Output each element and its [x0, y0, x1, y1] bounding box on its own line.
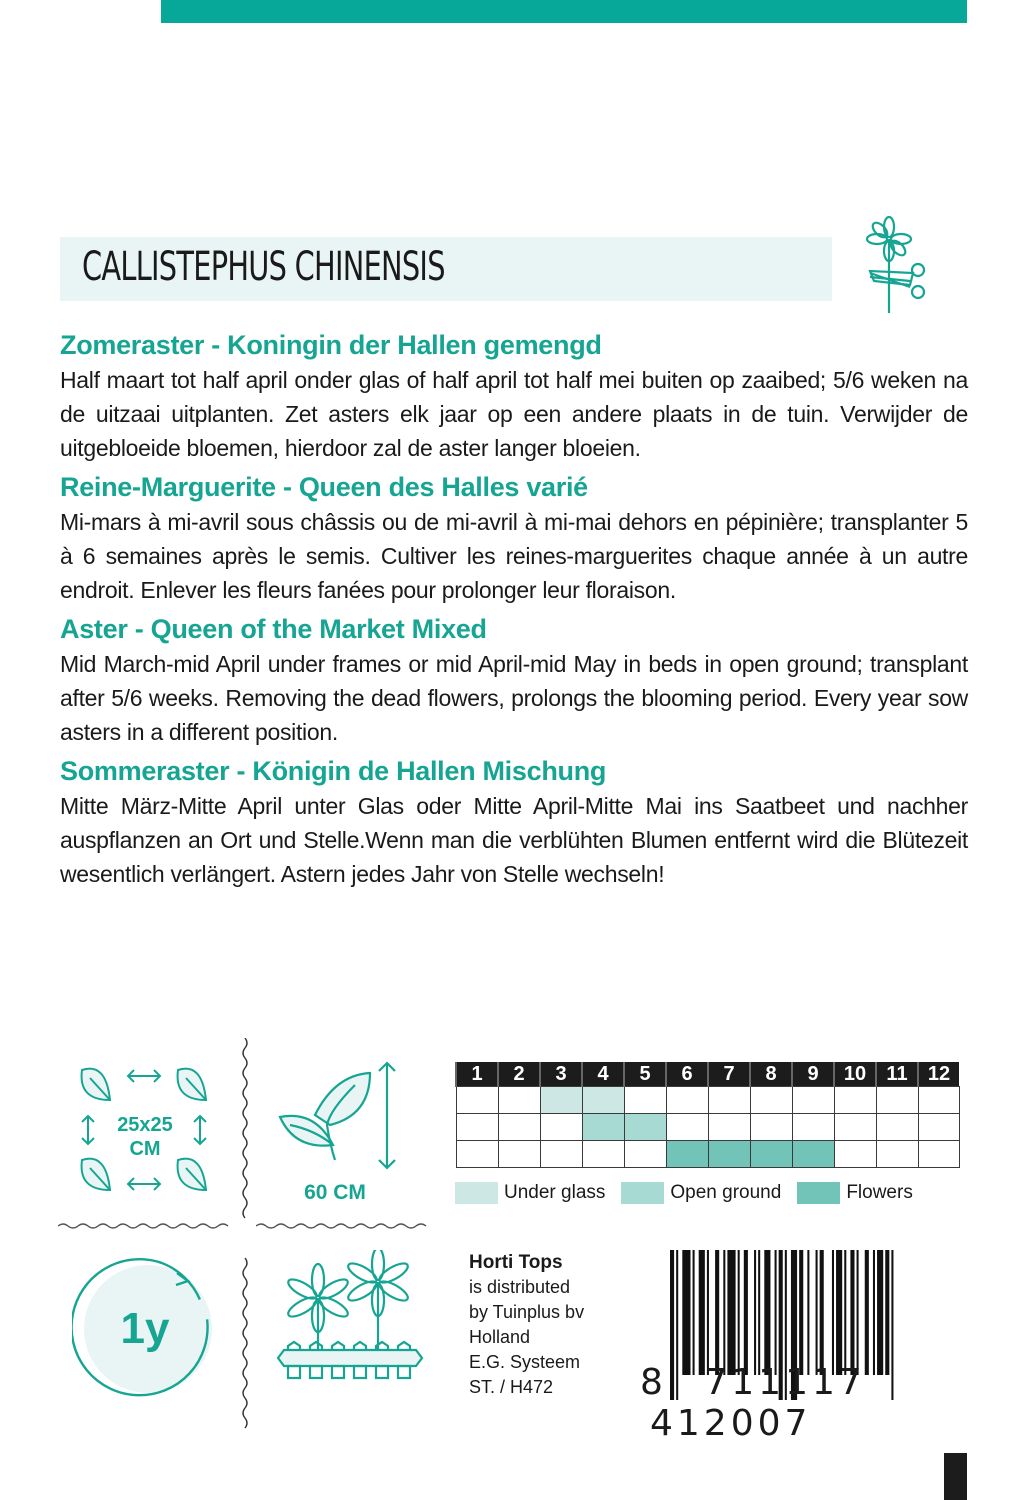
legend-flowers — [797, 1182, 913, 1204]
ean-number — [640, 1362, 1029, 1444]
month-10: 10 — [834, 1062, 876, 1087]
top-accent-bar — [161, 0, 967, 23]
calendar-cell — [708, 1087, 750, 1114]
spacing-value: 25x25 — [117, 1114, 173, 1136]
crop-mark — [944, 1453, 967, 1500]
calendar-cell — [666, 1114, 708, 1141]
section-body: Mi-mars à mi-avril sous châssis ou de mi-avril à mi-mai dehors en pépinière; transplanter 5 à 6 semaines après le semis. Cultiver les reines-marguerites chaque année à un autre endroit. Enlever les fleurs fanées pour prolonger leur floraison. — [60, 509, 968, 603]
height-label: 60 CM — [304, 1181, 366, 1204]
calendar-row — [456, 1141, 959, 1168]
distributor-line: by Tuinplus bv — [469, 1302, 585, 1322]
horizontal-wavy-divider-left — [58, 1220, 238, 1232]
calendar-row — [456, 1114, 959, 1141]
section-body: Half maart tot half april onder glas of half april tot half mei buiten op zaaibed; 5/6 weken na de uitzaai uitplanten. Zet asters elk jaar op een andere plaats in de tuin. Verwijder de uitgebloeide bloemen, hierdoor zal de aster langer bloeien. — [60, 367, 968, 461]
section-body: Mitte März-Mitte April unter Glas oder Mitte April-Mitte Mai ins Saatbeet und nachher auspflanzen an Ort und Stelle.Wenn man die verblühten Blumen entfernt wird die Blütezeit wesentlich verlängert. Astern jedes Jahr von Stelle wechseln! — [60, 793, 968, 887]
calendar-cell — [834, 1087, 876, 1114]
month-3: 3 — [540, 1062, 582, 1087]
calendar-cell — [918, 1087, 959, 1114]
brand-name: Horti Tops — [469, 1252, 563, 1273]
calendar-cell — [834, 1141, 876, 1168]
calendar-cell — [498, 1141, 540, 1168]
calendar-cell — [624, 1087, 666, 1114]
section-title: Sommeraster - Königin de Hallen Mischung — [60, 756, 607, 786]
sowing-calendar — [455, 1062, 960, 1168]
calendar-cell — [792, 1141, 834, 1168]
distributor-line: E.G. Systeem — [469, 1352, 581, 1372]
lifecycle-label: 1y — [120, 1304, 170, 1353]
month-2: 2 — [498, 1062, 540, 1087]
calendar-cell — [624, 1114, 666, 1141]
section-german — [60, 753, 968, 891]
month-1: 1 — [456, 1062, 498, 1087]
legend-open-ground — [621, 1182, 781, 1204]
month-5: 5 — [624, 1062, 666, 1087]
ean-left-group: 711117 — [704, 1362, 866, 1403]
plant-height-icon — [275, 1055, 415, 1180]
spacing-unit: CM — [129, 1138, 161, 1160]
description-sections — [60, 327, 968, 895]
legend-swatch — [797, 1182, 840, 1204]
distributor-line: is distributed — [469, 1277, 571, 1297]
calendar-cell — [834, 1114, 876, 1141]
section-title: Aster - Queen of the Market Mixed — [60, 614, 487, 644]
calendar-row — [456, 1087, 959, 1114]
month-8: 8 — [750, 1062, 792, 1087]
calendar-cell — [498, 1114, 540, 1141]
calendar-cell — [540, 1141, 582, 1168]
flower-cut-icon — [860, 215, 935, 320]
calendar-cell — [792, 1087, 834, 1114]
section-title: Reine-Marguerite - Queen des Halles varié — [60, 472, 588, 502]
calendar-cell — [540, 1114, 582, 1141]
calendar-cell — [456, 1114, 498, 1141]
calendar-cell — [582, 1114, 624, 1141]
calendar-cell — [876, 1087, 918, 1114]
month-12: 12 — [918, 1062, 959, 1087]
calendar-cell — [666, 1087, 708, 1114]
section-english — [60, 611, 968, 749]
calendar-cell — [876, 1114, 918, 1141]
calendar-cell — [750, 1114, 792, 1141]
calendar-month-header — [456, 1062, 959, 1087]
month-9: 9 — [792, 1062, 834, 1087]
calendar-legend — [455, 1182, 929, 1204]
latin-name: CALLISTEPHUS CHINENSIS — [82, 244, 445, 290]
calendar-cell — [456, 1087, 498, 1114]
calendar-cell — [624, 1141, 666, 1168]
calendar-cell — [540, 1087, 582, 1114]
month-6: 6 — [666, 1062, 708, 1087]
section-body: Mid March-mid April under frames or mid April-mid May in beds in open ground; transplant after 5/6 weeks. Removing the dead flowers, prolongs the blooming period. Every year sow asters in a different position. — [60, 651, 968, 745]
calendar-cell — [918, 1141, 959, 1168]
section-title: Zomeraster - Koningin der Hallen gemengd — [60, 330, 602, 360]
legend-label: Flowers — [846, 1182, 913, 1203]
ean-right-group: 412007 — [650, 1403, 812, 1444]
calendar-cell — [792, 1114, 834, 1141]
legend-label: Open ground — [670, 1182, 782, 1203]
vertical-wavy-divider — [238, 1038, 252, 1438]
legend-label: Under glass — [504, 1182, 606, 1203]
calendar-cell — [582, 1141, 624, 1168]
calendar-cell — [456, 1141, 498, 1168]
calendar-cell — [876, 1141, 918, 1168]
section-dutch — [60, 327, 968, 465]
section-french — [60, 469, 968, 607]
calendar-cell — [750, 1141, 792, 1168]
calendar-cell — [918, 1114, 959, 1141]
horizontal-wavy-divider-right — [256, 1220, 436, 1232]
legend-swatch — [455, 1182, 498, 1204]
legend-swatch — [621, 1182, 664, 1204]
spacing-label — [100, 1113, 190, 1161]
distributor-line: ST. / H472 — [469, 1377, 554, 1397]
calendar-cell — [498, 1087, 540, 1114]
calendar-cell — [708, 1141, 750, 1168]
distributor-line: Holland — [469, 1327, 531, 1347]
month-7: 7 — [708, 1062, 750, 1087]
flower-planter-icon — [270, 1250, 430, 1395]
month-4: 4 — [582, 1062, 624, 1087]
ean-first-digit: 8 — [640, 1362, 667, 1403]
calendar-cell — [666, 1141, 708, 1168]
calendar-cell — [582, 1087, 624, 1114]
calendar-cell — [708, 1114, 750, 1141]
legend-under-glass — [455, 1182, 605, 1204]
calendar-cell — [750, 1087, 792, 1114]
distributor-info — [469, 1250, 584, 1400]
month-11: 11 — [876, 1062, 918, 1087]
